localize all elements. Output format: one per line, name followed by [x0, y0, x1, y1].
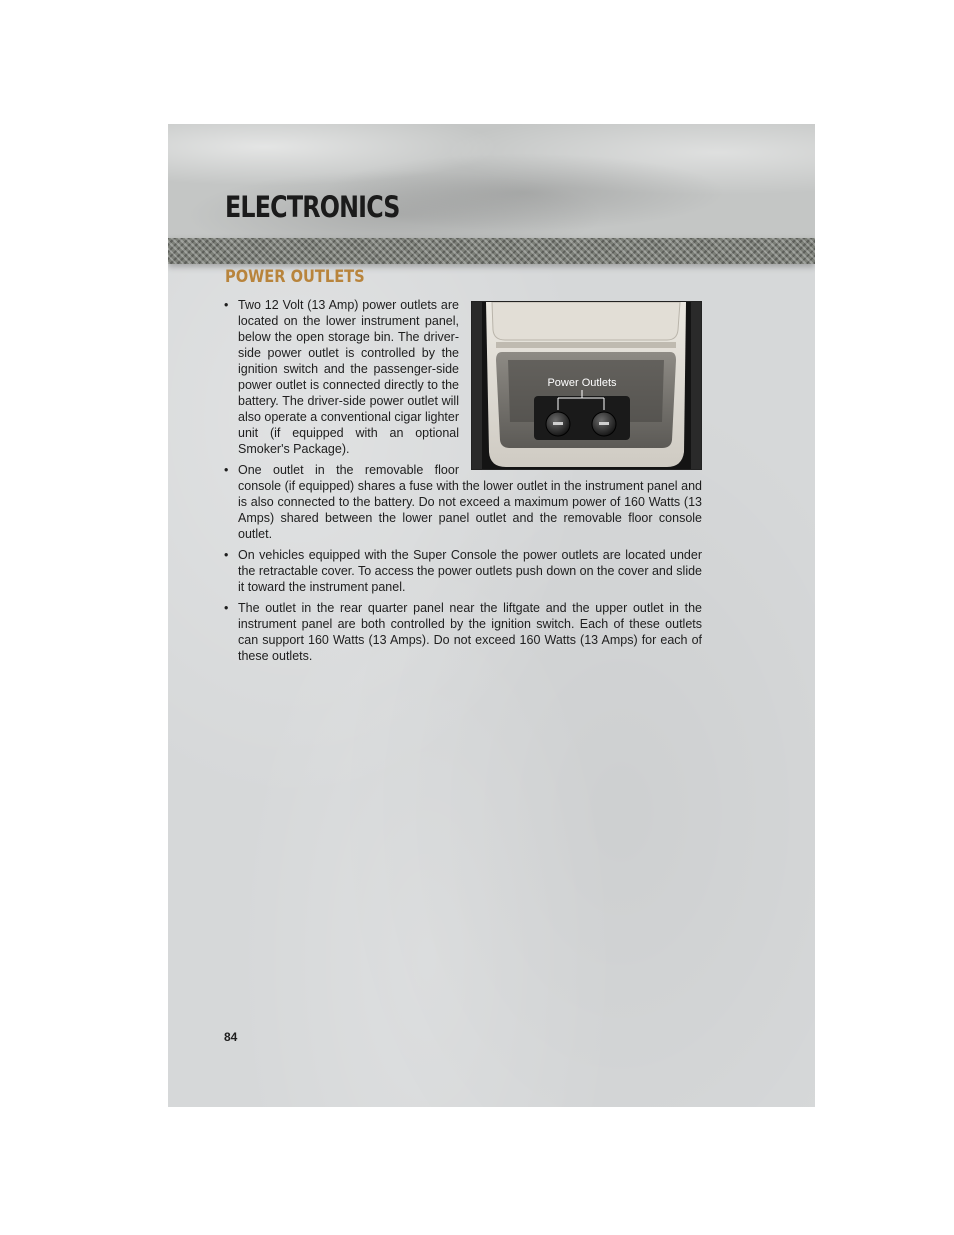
bullet-glyph: • [224, 548, 229, 562]
bullet-text: One outlet in the removable floor console (if equipped) shares a fuse with the lower outlet in the instrument panel and is also connected to the battery. Do not exceed a maximum power of 160 Watts (13 Amps) shared between the lower panel outlet and the removable floor console outlet. [238, 463, 702, 541]
bullet-glyph: • [224, 463, 229, 477]
page-number: 84 [224, 1030, 238, 1044]
bullet-glyph: • [224, 601, 229, 615]
section-title: POWER OUTLETS [225, 267, 365, 287]
manual-page [168, 124, 815, 1107]
section-content [224, 297, 702, 669]
figure-label: Power Outlets [547, 377, 617, 389]
bullet-item [224, 462, 702, 542]
power-outlets-photo [471, 301, 702, 470]
bullet-item [224, 547, 702, 595]
bullet-glyph: • [224, 298, 229, 312]
chapter-title: ELECTRONICS [225, 190, 400, 224]
bullet-item [224, 600, 702, 664]
bullet-text: On vehicles equipped with the Super Console the power outlets are located under the retractable cover. To access the power outlets push down on the cover and slide it toward the instrument panel. [238, 548, 702, 594]
bullet-text: Two 12 Volt (13 Amp) power outlets are located on the lower instrument panel, below the open storage bin. The driver-side power outlet is controlled by the ignition switch and the passenger-side power outlet is connected directly to the battery. The driver-side power outlet will also operate a conventional cigar lighter unit (if equipped with an optional Smoker's Package). [238, 298, 459, 456]
bullet-text: The outlet in the rear quarter panel near the liftgate and the upper outlet in the instrument panel are both controlled by the ignition switch. Each of these outlets can support 160 Watts (13 Amps). Do not exceed 160 Watts (13 Amps) for each of these outlets. [238, 601, 702, 663]
header-texture-stripe [168, 238, 815, 264]
